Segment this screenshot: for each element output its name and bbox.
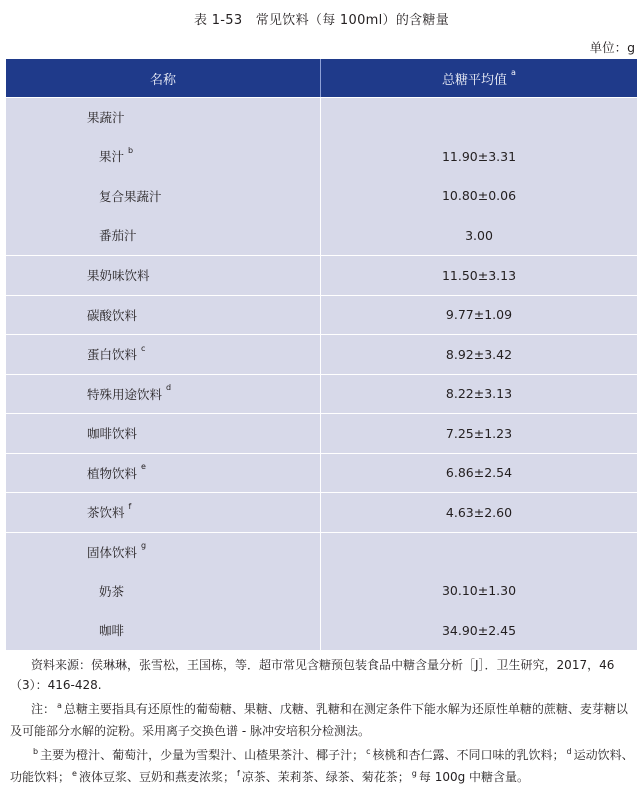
table-row bbox=[6, 571, 637, 611]
unit-label: 单位：g bbox=[589, 40, 635, 55]
row-name: 植物饮料 bbox=[87, 465, 138, 481]
note-g-text: 每 100g 中糖含量。 bbox=[418, 770, 530, 784]
row-name: 咖啡 bbox=[99, 623, 125, 639]
row-name-cell bbox=[6, 335, 321, 374]
table-caption: 表 1-53 常见饮料（每 100ml）的含糖量 bbox=[193, 13, 450, 28]
table-row bbox=[6, 137, 637, 177]
table-row bbox=[6, 532, 637, 572]
note-a-text: 总糖主要指具有还原性的葡萄糖、果糖、戊糖、乳糖和在测定条件下能水解为还原性单糖的蔗糖、麦芽糖以及可能部分水解的淀粉。采用离子交换色谱 - 脉冲安培积分检测法。 bbox=[10, 702, 628, 738]
table-row bbox=[6, 295, 637, 335]
row-name-cell bbox=[6, 137, 321, 177]
table-row bbox=[6, 255, 637, 295]
note-f-text: 凉茶、茉莉茶、绿茶、菊花茶； bbox=[241, 770, 410, 784]
row-value: 8.22±3.13 bbox=[445, 386, 513, 402]
row-name: 茶饮料 bbox=[87, 505, 125, 521]
row-name: 果汁 bbox=[99, 149, 125, 165]
row-name-cell bbox=[6, 176, 321, 216]
table-row bbox=[6, 216, 637, 256]
note-f-sup: f bbox=[236, 769, 240, 778]
table-row bbox=[6, 413, 637, 453]
row-name: 奶茶 bbox=[99, 583, 125, 599]
header-value-sup: a bbox=[511, 67, 516, 77]
table-row bbox=[6, 97, 637, 137]
row-value bbox=[321, 98, 637, 137]
row-value: 11.90±3.31 bbox=[441, 148, 517, 164]
row-value: 10.80±0.06 bbox=[441, 188, 517, 204]
row-name-cell bbox=[6, 571, 321, 611]
note-d-text: 运动饮料、功能饮料； bbox=[10, 748, 634, 784]
note-b-sup: b bbox=[33, 747, 39, 756]
row-name: 果蔬汁 bbox=[87, 110, 125, 126]
sugar-content-table bbox=[6, 59, 637, 649]
row-name-cell bbox=[6, 493, 321, 532]
row-value: 8.92±3.42 bbox=[445, 346, 513, 362]
table-row bbox=[6, 176, 637, 216]
row-name-sup: f bbox=[128, 501, 132, 511]
header-value: 总糖平均值 bbox=[442, 72, 508, 88]
row-name-cell bbox=[6, 216, 321, 256]
row-value: 11.50±3.13 bbox=[441, 267, 517, 283]
row-name-cell bbox=[6, 375, 321, 414]
row-name-sup: c bbox=[141, 343, 146, 353]
note-a-sup: a bbox=[57, 701, 62, 710]
table-row bbox=[6, 374, 637, 414]
row-name-sup: g bbox=[141, 541, 147, 551]
table-row bbox=[6, 492, 637, 532]
row-value: 34.90±2.45 bbox=[441, 622, 517, 638]
row-name-cell bbox=[6, 533, 321, 572]
note-e-text: 液体豆浆、豆奶和燕麦浓浆； bbox=[78, 770, 235, 784]
row-name-cell bbox=[6, 98, 321, 137]
row-name: 番茄汁 bbox=[99, 228, 137, 244]
row-name-cell bbox=[6, 414, 321, 453]
note-e-sup: e bbox=[72, 769, 77, 778]
row-name: 蛋白饮料 bbox=[87, 347, 138, 363]
header-name: 名称 bbox=[6, 59, 321, 97]
row-name-cell bbox=[6, 611, 321, 651]
row-name: 固体饮料 bbox=[87, 544, 138, 560]
row-name-sup: d bbox=[166, 383, 172, 393]
source-note: 资料来源：侯琳琳，张雪松，王国栋，等．超市常见含糖预包装食品中糖含量分析［J］．卫生研究，2017，46（3）：416-428. bbox=[10, 658, 615, 692]
note-a bbox=[10, 699, 635, 741]
table-row bbox=[6, 611, 637, 651]
row-name-cell bbox=[6, 256, 321, 295]
row-name: 碳酸饮料 bbox=[87, 307, 138, 323]
note-c-sup: c bbox=[366, 747, 371, 756]
note-c-text: 核桃和杏仁露、不同口味的乳饮料； bbox=[372, 748, 565, 762]
note-b-text: 主要为橙汁、葡萄汁，少量为雪梨汁、山楂果茶汁、椰子汁； bbox=[40, 748, 365, 762]
row-name-sup: b bbox=[128, 145, 134, 155]
table-header bbox=[6, 59, 637, 97]
note-b-g bbox=[10, 745, 635, 789]
row-name: 复合果蔬汁 bbox=[99, 188, 162, 204]
table-row bbox=[6, 453, 637, 493]
row-name: 咖啡饮料 bbox=[87, 426, 138, 442]
row-value bbox=[321, 533, 637, 572]
row-value: 3.00 bbox=[465, 227, 493, 243]
row-value: 7.25±1.23 bbox=[445, 425, 513, 441]
row-value: 30.10±1.30 bbox=[441, 583, 517, 599]
row-value: 4.63±2.60 bbox=[445, 504, 513, 520]
header-value-cell bbox=[321, 59, 637, 97]
note-g-sup: g bbox=[411, 769, 417, 778]
row-name-cell bbox=[6, 296, 321, 335]
row-name-cell bbox=[6, 454, 321, 493]
note-d-sup: d bbox=[566, 747, 572, 756]
row-name-sup: e bbox=[141, 462, 146, 472]
row-value: 9.77±1.09 bbox=[445, 307, 513, 323]
row-name: 果奶味饮料 bbox=[87, 268, 150, 284]
row-value: 6.86±2.54 bbox=[445, 465, 513, 481]
note-a-prefix: 注： bbox=[31, 702, 56, 716]
table-body bbox=[6, 97, 637, 650]
table-row bbox=[6, 334, 637, 374]
table-notes bbox=[10, 655, 635, 793]
row-name: 特殊用途饮料 bbox=[87, 386, 163, 402]
